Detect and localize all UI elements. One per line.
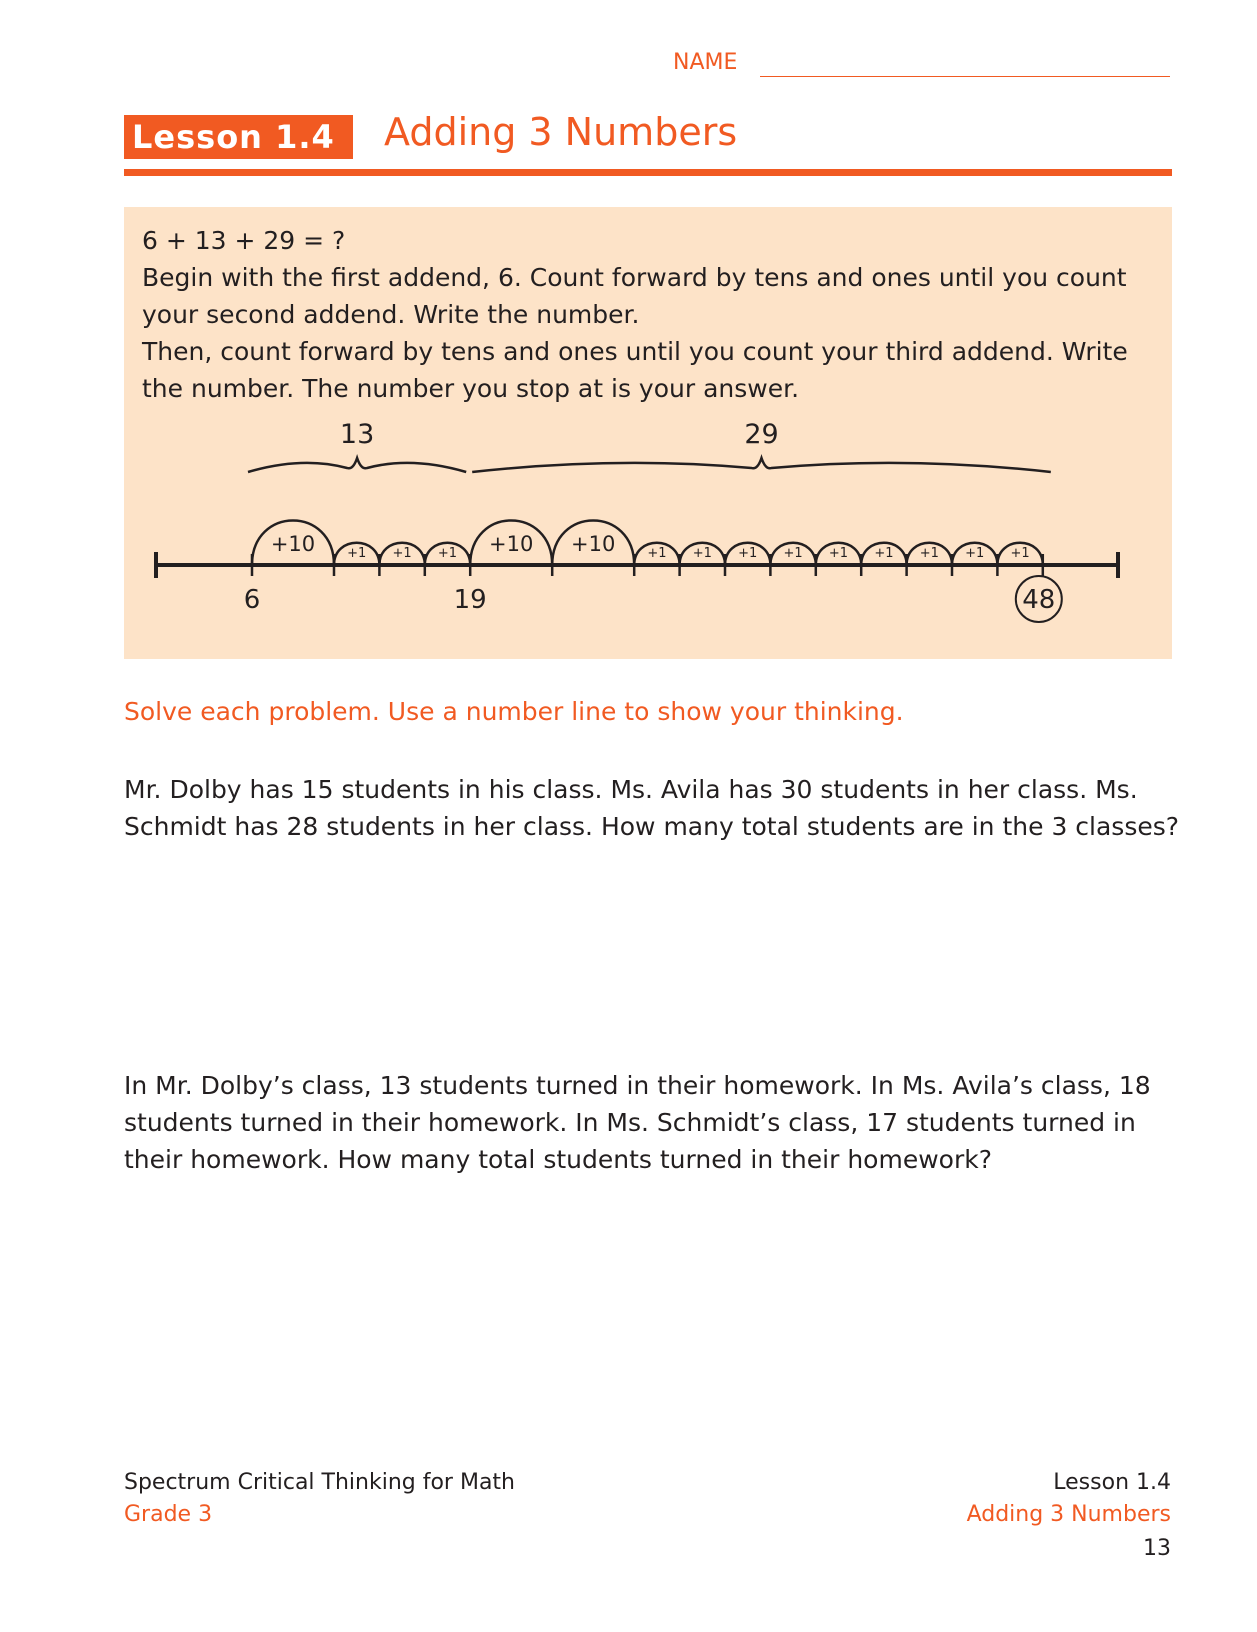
jump-label: +1 — [919, 546, 939, 561]
problem-1: Mr. Dolby has 15 students in his class. Ms. Avila has 30 students in her class. Ms. Schmidt has 28 students in her class. How many total students are in the 3 classes? — [124, 775, 1180, 841]
jump-label: +1 — [692, 546, 712, 561]
page-number: 13 — [1143, 1536, 1171, 1561]
jump-label: +1 — [783, 546, 803, 561]
jump-label: +1 — [1010, 546, 1030, 561]
jump-label: +1 — [647, 546, 667, 561]
jump-label: +1 — [392, 546, 412, 561]
footer-lesson-title: Adding 3 Numbers — [966, 1502, 1171, 1527]
jump-label: +10 — [571, 532, 616, 556]
label-start: 6 — [243, 585, 261, 615]
example-text — [142, 222, 1152, 407]
example-step-1: Begin with the first addend, 6. Count forward by tens and ones until you count your second addend. Write the number. — [142, 263, 1127, 329]
name-write-line[interactable] — [760, 76, 1170, 77]
brace-third-addend — [472, 458, 1051, 472]
jump-label: +10 — [489, 532, 534, 556]
number-line-diagram — [124, 420, 1172, 650]
jump-label: +1 — [738, 546, 758, 561]
footer-grade: Grade 3 — [124, 1502, 213, 1527]
brace-second-addend — [248, 458, 466, 472]
example-step-2: Then, count forward by tens and ones until you count your third addend. Write the number. The number you stop at is your answer. — [142, 337, 1128, 403]
footer-book-title: Spectrum Critical Thinking for Math — [124, 1470, 516, 1495]
footer-right — [967, 1467, 1171, 1531]
title-rule — [124, 169, 1172, 176]
instructions: Solve each problem. Use a number line to show your thinking. — [124, 697, 904, 726]
label-mid: 19 — [453, 585, 487, 615]
footer-left — [124, 1467, 515, 1531]
jump-label: +10 — [270, 532, 316, 556]
jump-label: +1 — [828, 546, 849, 561]
lesson-badge: Lesson 1.4 — [124, 115, 353, 159]
footer-lesson: Lesson 1.4 — [1053, 1470, 1171, 1495]
jump-label: +1 — [347, 546, 367, 561]
label-answer: 48 — [1022, 585, 1056, 615]
name-label: NAME — [673, 50, 738, 75]
problem-2: In Mr. Dolby’s class, 13 students turned in their homework. In Ms. Avila’s class, 18 students turned in their homework. In Ms. Schmidt’s class, 17 students turned in their homework. How many total students turned in their homework? — [124, 1071, 1151, 1174]
brace-label-second-addend: 13 — [339, 420, 375, 450]
jump-label: +1 — [965, 546, 985, 561]
jump-label: +1 — [874, 546, 894, 561]
example-equation: 6 + 13 + 29 = ? — [142, 226, 346, 255]
jump-label: +1 — [437, 546, 458, 561]
brace-label-third-addend: 29 — [744, 420, 779, 450]
lesson-title: Adding 3 Numbers — [384, 110, 738, 154]
